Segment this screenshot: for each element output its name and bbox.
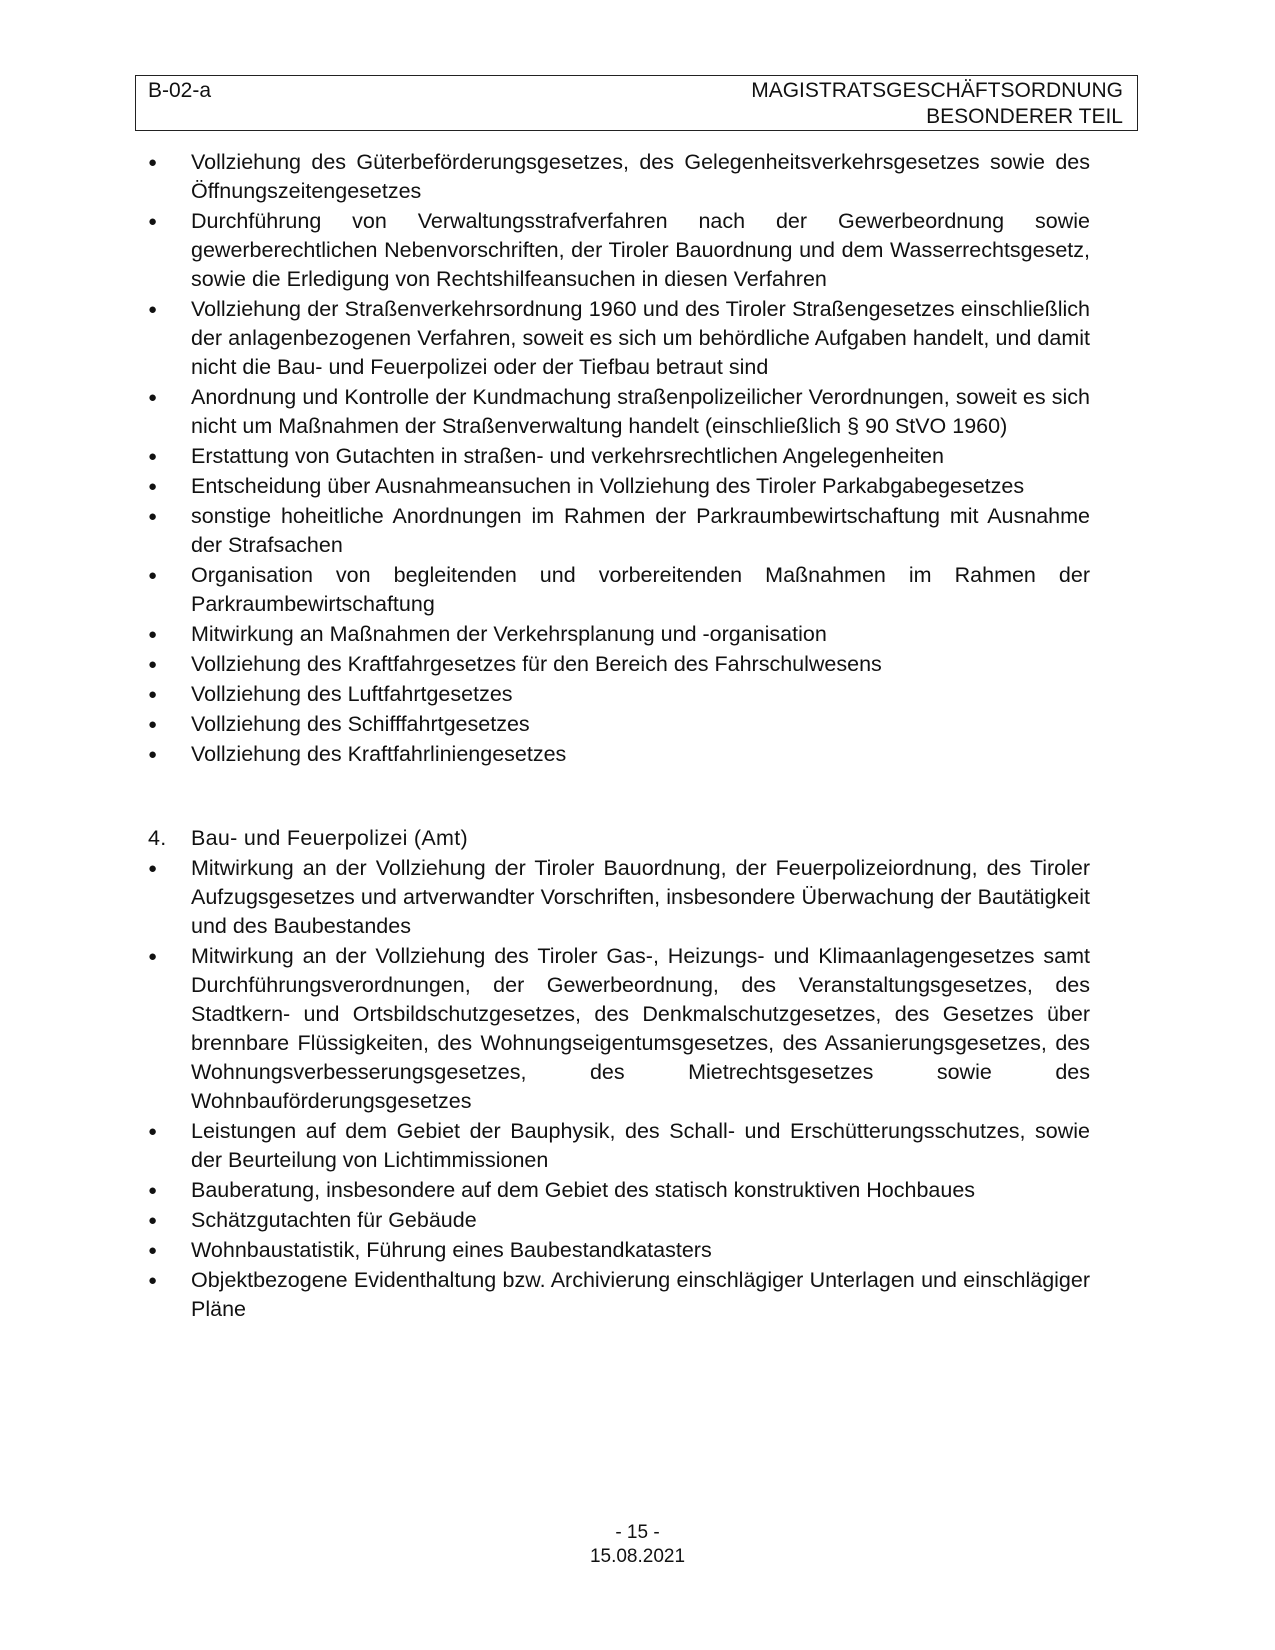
bullet-icon: ● (148, 154, 158, 171)
list-item (140, 295, 1090, 382)
list-item-text: Wohnbaustatistik, Führung eines Baubestandkatasters (191, 1238, 712, 1262)
bullet-icon: ● (148, 1272, 158, 1289)
bullet-icon: ● (148, 1182, 158, 1199)
list-item-text: Vollziehung des Luftfahrtgesetzes (191, 682, 513, 706)
list-item (140, 680, 1090, 709)
list-item-text: Bauberatung, insbesondere auf dem Gebiet des statisch konstruktiven Hochbaues (191, 1178, 976, 1202)
list-item-text: Organisation von begleitenden und vorbereitenden Maßnahmen im Rahmen der Parkraumbewirtschaftung (191, 563, 1090, 616)
bullet-icon: ● (148, 389, 158, 406)
bullet-icon: ● (148, 716, 158, 733)
bullet-icon: ● (148, 301, 158, 318)
section-number: 4. (148, 826, 167, 850)
list-item (140, 148, 1090, 206)
list-item (140, 207, 1090, 294)
document-code: B-02-a (148, 79, 212, 102)
list-item-text: Vollziehung des Schifffahrtgesetzes (191, 712, 530, 736)
list-item (140, 1206, 1090, 1235)
bullet-icon: ● (148, 1212, 158, 1229)
list-item-text: Mitwirkung an Maßnahmen der Verkehrsplanung und -organisation (191, 622, 827, 646)
list-item-text: Vollziehung des Güterbeförderungsgesetzes, des Gelegenheitsverkehrsgesetzes sowie des Öffnungszeitengesetzes (191, 150, 1090, 203)
bullet-icon: ● (148, 448, 158, 465)
list-item (140, 383, 1090, 441)
bullet-icon: ● (148, 746, 158, 763)
list-item (140, 502, 1090, 560)
bullet-icon: ● (148, 860, 158, 877)
page-number: - 15 - (615, 1522, 660, 1543)
bullet-icon: ● (148, 213, 158, 230)
list-item (140, 650, 1090, 679)
section-title: Bau- und Feuerpolizei (Amt) (191, 826, 468, 850)
list-item (140, 561, 1090, 619)
list-item-text: Leistungen auf dem Gebiet der Bauphysik, des Schall- und Erschütterungsschutzes, sowie der Beurteilung von Lichtimmissionen (191, 1119, 1090, 1172)
bullet-icon: ● (148, 686, 158, 703)
bullet-icon: ● (148, 1242, 158, 1259)
document-title (751, 78, 1123, 130)
bullet-icon: ● (148, 656, 158, 673)
list-item-text: Vollziehung des Kraftfahrgesetzes für den Bereich des Fahrschulwesens (191, 652, 882, 676)
bullet-icon: ● (148, 508, 158, 525)
list-item-text: Vollziehung der Straßenverkehrsordnung 1960 und des Tiroler Straßengesetzes einschließlich der anlagenbezogenen Verfahren, soweit es sich um behördliche Aufgaben handelt, und damit nicht die Bau- und Feuerpolizei oder der Tiefbau betraut sind (191, 297, 1090, 379)
list-item-text: Entscheidung über Ausnahmeansuchen in Vollziehung des Tiroler Parkabgabegesetzes (191, 474, 1025, 498)
list-item (140, 472, 1090, 501)
bullet-icon: ● (148, 478, 158, 495)
list-item-text: Durchführung von Verwaltungsstrafverfahren nach der Gewerbeordnung sowie gewerberechtlichen Nebenvorschriften, der Tiroler Bauordnung und dem Wasserrechtsgesetz, sowie die Erledigung von Rechtshilfeansuchen in diesen Verfahren (191, 209, 1090, 291)
duties-list-a (140, 148, 1090, 769)
list-item-text: Erstattung von Gutachten in straßen- und verkehrsrechtlichen Angelegenheiten (191, 444, 944, 468)
list-item-text: Anordnung und Kontrolle der Kundmachung straßenpolizeilicher Verordnungen, soweit es sich nicht um Maßnahmen der Straßenverwaltung handelt (einschließlich § 90 StVO 1960) (191, 385, 1090, 438)
list-item-text: Mitwirkung an der Vollziehung der Tiroler Bauordnung, der Feuerpolizeiordnung, des Tiroler Aufzugsgesetzes und artverwandter Vorschriften, insbesondere Überwachung der Bautätigkeit und des Baubestandes (191, 856, 1090, 938)
document-title-line-1: MAGISTRATSGESCHÄFTSORDNUNG (751, 79, 1123, 102)
list-item-text: Objektbezogene Evidenthaltung bzw. Archivierung einschlägiger Unterlagen und einschlägiger Pläne (191, 1268, 1090, 1321)
list-item (140, 854, 1090, 941)
list-item (140, 1236, 1090, 1265)
list-item (140, 1266, 1090, 1324)
bullet-icon: ● (148, 948, 158, 965)
list-item (140, 740, 1090, 769)
list-item-text: sonstige hoheitliche Anordnungen im Rahmen der Parkraumbewirtschaftung mit Ausnahme der Strafsachen (191, 504, 1090, 557)
section-spacer (140, 770, 1090, 824)
document-date: 15.08.2021 (589, 1546, 686, 1567)
bullet-icon: ● (148, 626, 158, 643)
list-item (140, 442, 1090, 471)
document-title-line-2: BESONDERER TEIL (926, 105, 1123, 128)
section-heading (140, 824, 1090, 853)
list-item (140, 710, 1090, 739)
bullet-icon: ● (148, 1123, 158, 1140)
list-item (140, 942, 1090, 1116)
page-content (140, 148, 1090, 1325)
duties-list-b (140, 854, 1090, 1324)
list-item-text: Schätzgutachten für Gebäude (191, 1208, 477, 1232)
list-item-text: Vollziehung des Kraftfahrliniengesetzes (191, 742, 567, 766)
page-header (135, 75, 1138, 131)
bullet-icon: ● (148, 567, 158, 584)
list-item (140, 1176, 1090, 1205)
list-item-text: Mitwirkung an der Vollziehung des Tiroler Gas-, Heizungs- und Klimaanlagengesetzes samt Durchführungsverordnungen, der Gewerbeordnung, des Veranstaltungsgesetzes, des Stadtkern- und Ortsbildschutzgesetzes, des Denkmalschutzgesetzes, des Gesetzes über brennbare Flüssigkeiten, des Wohnungseigentumsgesetzes, des Assanierungsgesetzes, des Wohnungsverbesserungsgesetzes, des Mietrechtsgesetzes sowie des Wohnbauförderungsgesetzes (191, 944, 1090, 1113)
list-item (140, 620, 1090, 649)
list-item (140, 1117, 1090, 1175)
